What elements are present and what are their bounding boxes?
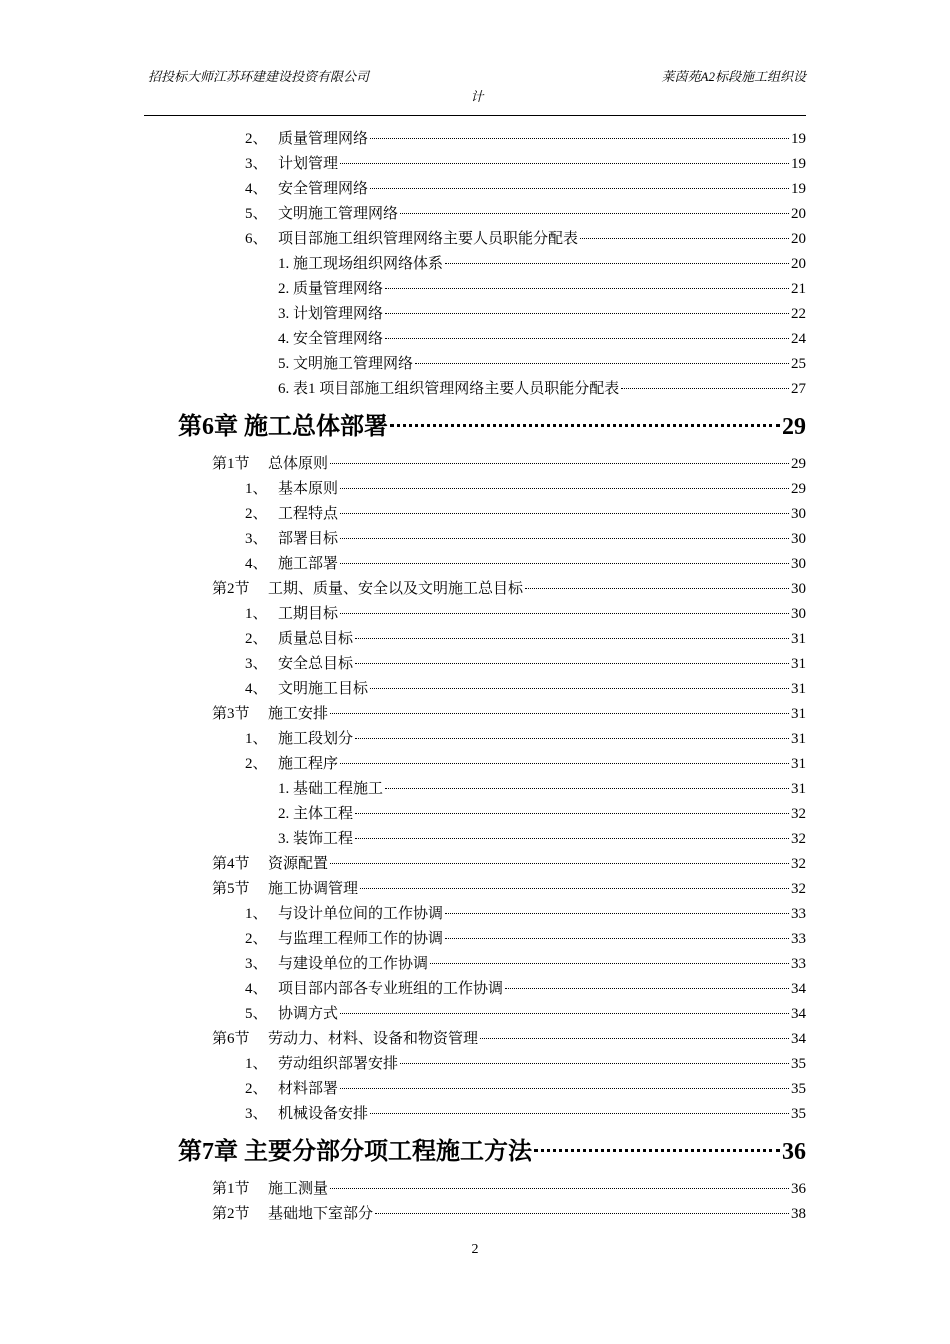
toc-section-number: 第5节 — [212, 881, 250, 897]
toc-entry-label: 安全总目标 — [278, 656, 354, 672]
toc-chapter-7[interactable] — [0, 1130, 950, 1174]
dot-leader — [525, 588, 789, 589]
toc-section-page: 29 — [791, 456, 806, 472]
toc-entry-label: 1. 施工现场组织网络体系 — [278, 256, 444, 272]
dot-leader — [355, 663, 789, 664]
toc-entry[interactable] — [0, 327, 950, 352]
toc-entry-page: 29 — [791, 481, 806, 497]
toc-entry-page: 31 — [791, 656, 806, 672]
toc-entry-label: 机械设备安排 — [278, 1106, 369, 1122]
dot-leader — [340, 1088, 789, 1089]
dot-leader — [355, 813, 789, 814]
toc-entry-page: 20 — [791, 231, 806, 247]
toc-entry-page: 19 — [791, 131, 806, 147]
toc-entry[interactable] — [0, 152, 950, 177]
toc-entry[interactable] — [0, 752, 950, 777]
toc-entry-page: 33 — [791, 931, 806, 947]
toc-entry-page: 35 — [791, 1056, 806, 1072]
toc-entry[interactable] — [0, 677, 950, 702]
toc-entry-number: 2、 — [245, 631, 268, 647]
toc-entry[interactable] — [0, 1052, 950, 1077]
toc-entry-label: 5. 文明施工管理网络 — [278, 356, 414, 372]
toc-entry-page: 22 — [791, 306, 806, 322]
toc-entry-number: 2、 — [245, 131, 268, 147]
toc-entry[interactable] — [0, 727, 950, 752]
dot-leader — [340, 488, 789, 489]
toc-entry-number: 5、 — [245, 1006, 268, 1022]
dot-leader — [355, 738, 789, 739]
toc-entry-page: 35 — [791, 1106, 806, 1122]
toc-section-number: 第2节 — [212, 581, 250, 597]
dot-leader — [370, 138, 789, 139]
toc-entry-page: 30 — [791, 506, 806, 522]
toc-entry[interactable] — [0, 1102, 950, 1127]
toc-entry-label: 计划管理 — [278, 156, 339, 172]
toc-entry[interactable] — [0, 777, 950, 802]
toc-entry-page: 24 — [791, 331, 806, 347]
dot-leader — [375, 1213, 789, 1214]
toc-section[interactable] — [0, 1177, 950, 1202]
dot-leader — [385, 313, 789, 314]
toc-entry-label: 施工程序 — [278, 756, 339, 772]
toc-entry-page: 30 — [791, 531, 806, 547]
toc-section[interactable] — [0, 452, 950, 477]
toc-entry[interactable] — [0, 127, 950, 152]
toc-section-label: 基础地下室部分 — [268, 1206, 374, 1222]
toc-entry-label: 施工部署 — [278, 556, 339, 572]
toc-entry-number: 5、 — [245, 206, 268, 222]
toc-entry-label: 3. 装饰工程 — [278, 831, 354, 847]
dot-leader — [370, 1113, 789, 1114]
toc-entry[interactable] — [0, 802, 950, 827]
dot-leader — [390, 424, 780, 427]
toc-entry-label: 部署目标 — [278, 531, 339, 547]
toc-entry-page: 30 — [791, 556, 806, 572]
toc-entry-page: 21 — [791, 281, 806, 297]
dot-leader — [330, 1188, 789, 1189]
toc-entry-page: 27 — [791, 381, 806, 397]
toc-entry[interactable] — [0, 552, 950, 577]
toc-entry-number: 2、 — [245, 506, 268, 522]
dot-leader — [330, 463, 789, 464]
toc-entry[interactable] — [0, 177, 950, 202]
toc-entry-label: 工期目标 — [278, 606, 339, 622]
toc-entry-number: 4、 — [245, 981, 268, 997]
toc-entry[interactable] — [0, 927, 950, 952]
toc-section-label: 施工协调管理 — [268, 881, 359, 897]
dot-leader — [355, 638, 789, 639]
toc-chapter-label: 第6章 施工总体部署 — [178, 414, 388, 440]
toc-section-page: 32 — [791, 856, 806, 872]
toc-entry-number: 3、 — [245, 531, 268, 547]
toc-entry-number: 3、 — [245, 1106, 268, 1122]
toc-entry[interactable] — [0, 952, 950, 977]
toc-section-page: 36 — [791, 1181, 806, 1197]
toc-entry-number: 4、 — [245, 556, 268, 572]
toc-entry-label: 协调方式 — [278, 1006, 339, 1022]
toc-entry-label: 施工段划分 — [278, 731, 354, 747]
toc-entry-label: 质量总目标 — [278, 631, 354, 647]
toc-entry-page: 33 — [791, 906, 806, 922]
toc-entry[interactable] — [0, 652, 950, 677]
dot-leader — [400, 213, 789, 214]
toc-entry-number: 4、 — [245, 681, 268, 697]
toc-entry-page: 30 — [791, 606, 806, 622]
toc-entry[interactable] — [0, 352, 950, 377]
toc-section[interactable] — [0, 877, 950, 902]
toc-section[interactable] — [0, 1027, 950, 1052]
dot-leader — [400, 1063, 789, 1064]
toc-entry-label: 6. 表1 项目部施工组织管理网络主要人员职能分配表 — [278, 381, 620, 397]
toc-entry[interactable] — [0, 502, 950, 527]
toc-section-number: 第4节 — [212, 856, 250, 872]
dot-leader — [385, 338, 789, 339]
header-project-title-wrap: 计 — [470, 89, 484, 104]
toc-entry[interactable] — [0, 1077, 950, 1102]
toc-entry[interactable] — [0, 902, 950, 927]
toc-chapter-6[interactable] — [0, 405, 950, 449]
toc-entry-page: 20 — [791, 256, 806, 272]
toc-entry-label: 与设计单位间的工作协调 — [278, 906, 444, 922]
toc-entry-label: 材料部署 — [278, 1081, 339, 1097]
dot-leader — [385, 288, 789, 289]
toc-entry-label: 文明施工目标 — [278, 681, 369, 697]
toc-entry-label: 2. 质量管理网络 — [278, 281, 384, 297]
toc-entry[interactable] — [0, 977, 950, 1002]
toc-entry-number: 2、 — [245, 756, 268, 772]
header-rule — [144, 115, 806, 116]
dot-leader — [385, 788, 789, 789]
dot-leader — [355, 838, 789, 839]
toc-entry-label: 工程特点 — [278, 506, 339, 522]
toc-entry-label: 4. 安全管理网络 — [278, 331, 384, 347]
dot-leader — [340, 763, 789, 764]
toc-entry[interactable] — [0, 377, 950, 402]
toc-entry[interactable] — [0, 252, 950, 277]
toc-entry[interactable] — [0, 627, 950, 652]
toc-chapter-page: 36 — [782, 1139, 806, 1165]
toc-section-page: 30 — [791, 581, 806, 597]
toc-section-number: 第6节 — [212, 1031, 250, 1047]
toc-entry[interactable] — [0, 1002, 950, 1027]
toc-entry-label: 1. 基础工程施工 — [278, 781, 384, 797]
toc-section-number: 第1节 — [212, 456, 250, 472]
toc-entry[interactable] — [0, 227, 950, 252]
toc-entry-number: 1、 — [245, 731, 268, 747]
dot-leader — [621, 388, 789, 389]
toc-entry-page: 31 — [791, 631, 806, 647]
toc-entry-label: 质量管理网络 — [278, 131, 369, 147]
dot-leader — [340, 1013, 789, 1014]
dot-leader — [340, 513, 789, 514]
toc-entry[interactable] — [0, 277, 950, 302]
header-company: 招投标大师江苏环建建设投资有限公司 — [148, 69, 370, 84]
toc-entry[interactable] — [0, 477, 950, 502]
toc-entry-number: 1、 — [245, 606, 268, 622]
dot-leader — [445, 913, 789, 914]
toc-entry-label: 劳动组织部署安排 — [278, 1056, 399, 1072]
dot-leader — [370, 188, 789, 189]
toc-entry-number: 4、 — [245, 181, 268, 197]
header-project-title: 莱茵苑A2标段施工组织设 — [661, 69, 806, 84]
dot-leader — [534, 1149, 780, 1152]
table-of-contents — [0, 127, 950, 1227]
toc-entry-number: 2、 — [245, 931, 268, 947]
toc-entry-page: 31 — [791, 756, 806, 772]
dot-leader — [340, 613, 789, 614]
toc-entry[interactable] — [0, 302, 950, 327]
toc-entry-number: 2、 — [245, 1081, 268, 1097]
toc-entry-page: 31 — [791, 781, 806, 797]
toc-entry-page: 32 — [791, 831, 806, 847]
toc-entry-page: 19 — [791, 181, 806, 197]
dot-leader — [340, 563, 789, 564]
dot-leader — [330, 863, 789, 864]
toc-entry-page: 32 — [791, 806, 806, 822]
toc-entry-page: 35 — [791, 1081, 806, 1097]
toc-section-label: 施工测量 — [268, 1181, 329, 1197]
toc-entry-page: 20 — [791, 206, 806, 222]
toc-section-number: 第2节 — [212, 1206, 250, 1222]
toc-entry-page: 34 — [791, 981, 806, 997]
toc-entry-page: 31 — [791, 681, 806, 697]
toc-entry-number: 1、 — [245, 481, 268, 497]
toc-section-label: 工期、质量、安全以及文明施工总目标 — [268, 581, 524, 597]
toc-section-label: 资源配置 — [268, 856, 329, 872]
toc-entry[interactable] — [0, 602, 950, 627]
dot-leader — [430, 963, 789, 964]
dot-leader — [415, 363, 789, 364]
toc-section-page: 38 — [791, 1206, 806, 1222]
dot-leader — [480, 1038, 789, 1039]
toc-entry-number: 3、 — [245, 656, 268, 672]
toc-section-number: 第3节 — [212, 706, 250, 722]
toc-section-number: 第1节 — [212, 1181, 250, 1197]
toc-entry-number: 3、 — [245, 956, 268, 972]
toc-entry-page: 33 — [791, 956, 806, 972]
toc-chapter-label: 第7章 主要分部分项工程施工方法 — [178, 1139, 532, 1165]
toc-section-page: 31 — [791, 706, 806, 722]
dot-leader — [360, 888, 789, 889]
toc-section-page: 32 — [791, 881, 806, 897]
dot-leader — [505, 988, 789, 989]
toc-entry-page: 34 — [791, 1006, 806, 1022]
toc-entry-number: 3、 — [245, 156, 268, 172]
toc-chapter-page: 29 — [782, 414, 806, 440]
toc-section-label: 总体原则 — [268, 456, 329, 472]
toc-section-label: 施工安排 — [268, 706, 329, 722]
dot-leader — [445, 263, 789, 264]
toc-entry-page: 31 — [791, 731, 806, 747]
toc-section[interactable] — [0, 852, 950, 877]
page-number: 2 — [471, 1242, 479, 1257]
toc-entry-number: 1、 — [245, 906, 268, 922]
toc-entry-label: 安全管理网络 — [278, 181, 369, 197]
toc-entry[interactable] — [0, 527, 950, 552]
toc-section-page: 34 — [791, 1031, 806, 1047]
toc-entry-label: 项目部内部各专业班组的工作协调 — [278, 981, 504, 997]
toc-entry[interactable] — [0, 202, 950, 227]
toc-entry-label: 3. 计划管理网络 — [278, 306, 384, 322]
toc-entry-label: 基本原则 — [278, 481, 339, 497]
toc-entry-label: 文明施工管理网络 — [278, 206, 399, 222]
toc-section[interactable] — [0, 1202, 950, 1227]
dot-leader — [445, 938, 789, 939]
toc-section[interactable] — [0, 702, 950, 727]
toc-entry-label: 与监理工程师工作的协调 — [278, 931, 444, 947]
toc-entry-label: 2. 主体工程 — [278, 806, 354, 822]
toc-entry-label: 项目部施工组织管理网络主要人员职能分配表 — [278, 231, 579, 247]
dot-leader — [340, 163, 789, 164]
dot-leader — [330, 713, 789, 714]
toc-entry[interactable] — [0, 827, 950, 852]
toc-section[interactable] — [0, 577, 950, 602]
dot-leader — [370, 688, 789, 689]
toc-entry-number: 6、 — [245, 231, 268, 247]
dot-leader — [580, 238, 789, 239]
page-header — [148, 66, 806, 114]
toc-entry-page: 19 — [791, 156, 806, 172]
dot-leader — [340, 538, 789, 539]
toc-section-label: 劳动力、材料、设备和物资管理 — [268, 1031, 479, 1047]
toc-entry-page: 25 — [791, 356, 806, 372]
toc-entry-number: 1、 — [245, 1056, 268, 1072]
toc-entry-label: 与建设单位的工作协调 — [278, 956, 429, 972]
